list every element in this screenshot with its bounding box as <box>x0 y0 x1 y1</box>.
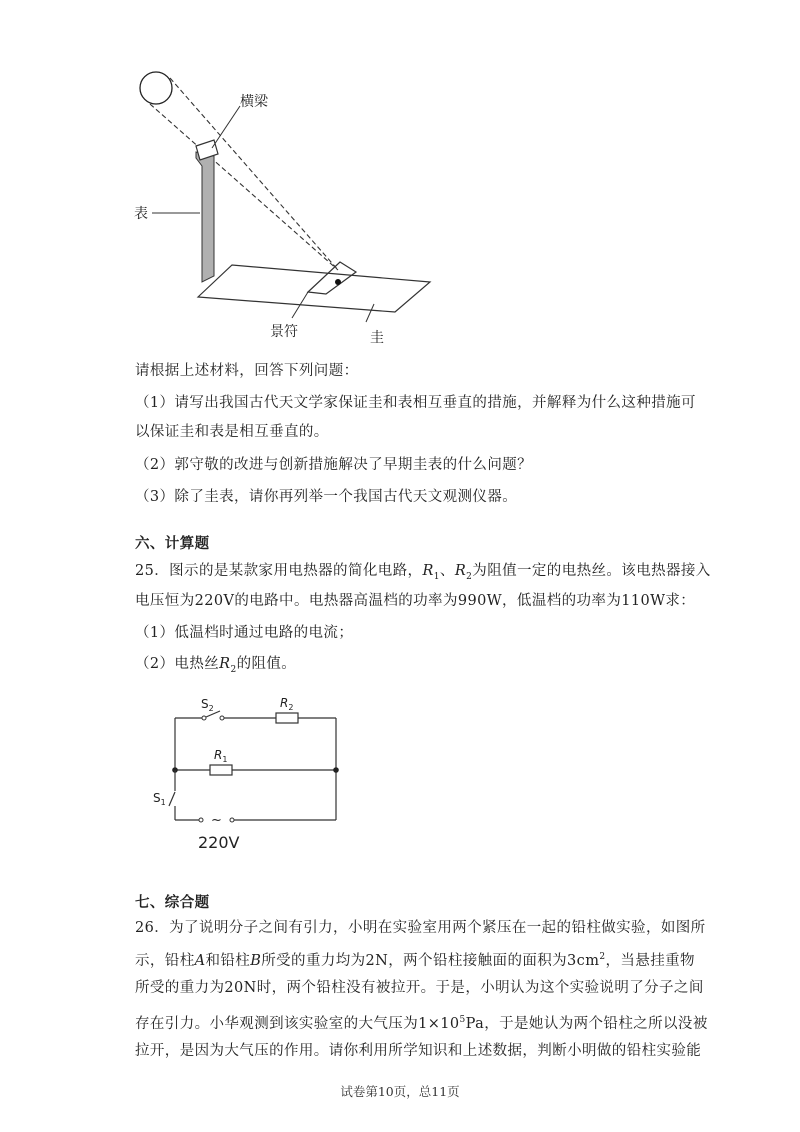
light-spot <box>335 279 341 285</box>
switch-s2-contact <box>220 716 224 720</box>
question-26-line5: 拉开，是因为大气压的作用。请你利用所学知识和上述数据，判断小明做的铅柱实验能 <box>135 1043 702 1059</box>
question-26-line4: 存在引力。小华观测到该实验室的大气压为$1\times 10^5Pa$，于是她认为两个铅柱之所以没被 <box>135 1015 708 1032</box>
questions-intro: 请根据上述材料，回答下列问题： <box>135 363 359 379</box>
label-r2: $R_2$ <box>280 696 294 712</box>
question-26-line2: 示，铅柱A和铅柱B所受的重力均为2N，两个铅柱接触面的面积为$3cm^2$，当悬挂重物 <box>135 952 695 969</box>
question-25-sub2: （2）电热丝$R_2$的阻值。 <box>135 656 297 675</box>
question-2: （2）郭守敬的改进与创新措施解决了早期圭表的什么问题？ <box>135 457 533 473</box>
page-footer: 试卷第10页，总11页 <box>340 1084 460 1099</box>
gui-label: 圭 <box>370 330 384 346</box>
resistor-r2 <box>276 713 298 723</box>
label-s2: $S_2$ <box>201 697 214 713</box>
crossbeam <box>196 140 218 160</box>
resistor-r1 <box>210 765 232 775</box>
junction-dot <box>333 767 339 773</box>
switch-s1-blade <box>169 792 175 806</box>
label-r1: $R_1$ <box>214 748 228 764</box>
ac-symbol: ~ <box>211 813 222 828</box>
question-1-line2: 以保证圭和表是相互垂直的。 <box>135 424 329 440</box>
question-25-line1: 25．图示的是某款家用电热器的简化电路，$R_1$、$R_2$为阻值一定的电热丝。该电热器接入 <box>135 563 711 582</box>
section-7-heading: 七、综合题 <box>135 894 210 911</box>
beam-label: 横梁 <box>240 94 268 110</box>
circuit-diagram <box>140 688 360 858</box>
sun-icon <box>140 72 172 104</box>
biao-column <box>196 152 214 282</box>
sun-ray-lower <box>150 104 338 270</box>
label-s1: $S_1$ <box>153 791 166 807</box>
question-1-line1: （1）请写出我国古代天文学家保证圭和表相互垂直的措施，并解释为什么这种措施可 <box>135 395 696 411</box>
ac-terminal <box>230 818 234 822</box>
label-voltage: 220V <box>198 833 240 852</box>
section-6-heading: 六、计算题 <box>135 535 210 552</box>
question-3: （3）除了圭表，请你再列举一个我国古代天文观测仪器。 <box>135 489 518 505</box>
question-26-line3: 所受的重力为20N时，两个铅柱没有被拉开。于是，小明认为这个实验说明了分子之间 <box>135 980 704 996</box>
biao-label: 表 <box>134 206 148 222</box>
gui-base <box>198 265 430 312</box>
gnomon-diagram <box>130 60 450 350</box>
switch-s2-contact <box>202 716 206 720</box>
question-25-line2: 电压恒为220V的电路中。电热器高温档的功率为990W，低温档的功率为110W求： <box>135 593 696 609</box>
shadow-marker-label: 景符 <box>270 324 298 340</box>
ac-terminal <box>199 818 203 822</box>
question-26-line1: 26．为了说明分子之间有引力，小明在实验室用两个紧压在一起的铅柱做实验，如图所 <box>135 920 706 936</box>
question-25-sub1: （1）低温档时通过电路的电流； <box>135 625 354 641</box>
